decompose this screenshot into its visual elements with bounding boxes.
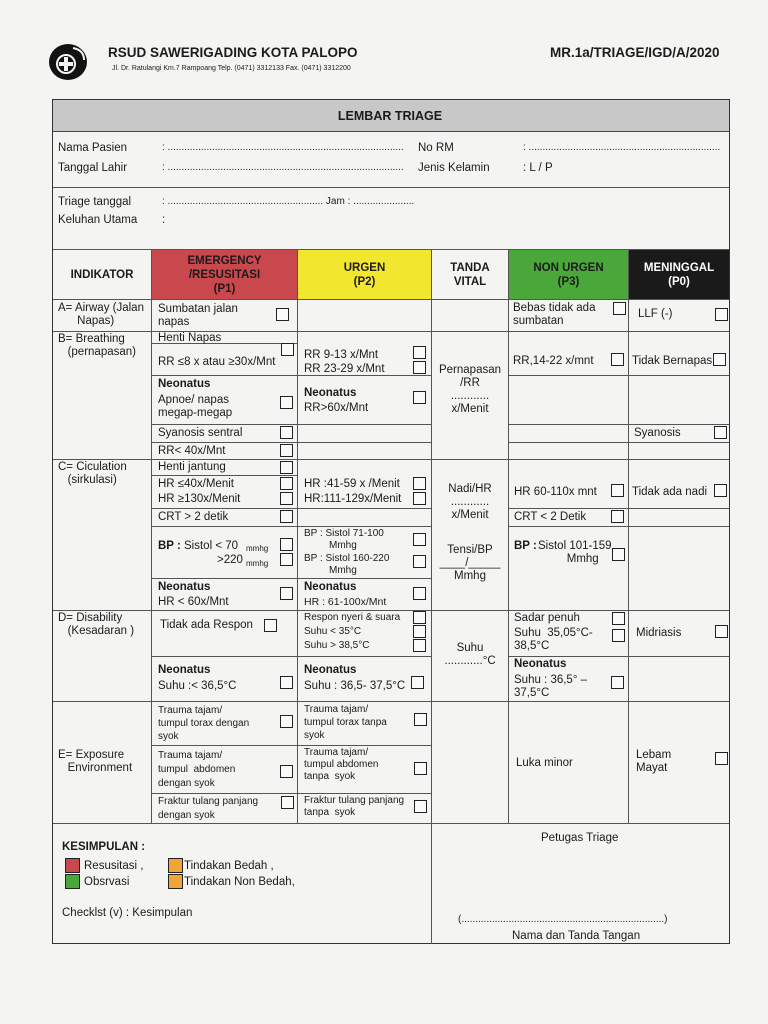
header-indikator: INDIKATOR bbox=[70, 268, 134, 281]
checkbox[interactable] bbox=[281, 343, 294, 356]
row-line bbox=[152, 508, 431, 509]
checkbox[interactable] bbox=[280, 444, 293, 457]
col-line bbox=[508, 250, 509, 823]
cell-text: HR :41-59 x /Menit bbox=[304, 478, 400, 490]
cell-text: RR,14-22 x/mnt bbox=[513, 355, 594, 367]
tgl-label: Tanggal Lahir bbox=[58, 162, 128, 174]
header-tanda-vital: TANDA VITAL bbox=[450, 261, 490, 288]
petugas-blank[interactable]: (.........................................................................) bbox=[458, 914, 668, 925]
row-line bbox=[509, 508, 729, 509]
cell-text: Suhu > 38,5°C bbox=[304, 640, 370, 651]
row-line bbox=[509, 656, 729, 657]
cell-text: Trauma tajam/ tumpul abdomen tanpa syok bbox=[304, 747, 379, 782]
cell-text: Trauma tajam/ tumpul torax tanpa syok bbox=[304, 704, 387, 741]
checkbox[interactable] bbox=[715, 308, 728, 321]
cell-text: Sistol < 70 bbox=[184, 540, 239, 552]
row-line bbox=[53, 459, 729, 460]
checkbox[interactable] bbox=[414, 713, 427, 726]
kesimpulan-resusitasi: Resusitasi , bbox=[84, 860, 144, 872]
cell-text: Suhu :< 36,5°C bbox=[158, 680, 237, 692]
orange-swatch bbox=[168, 874, 183, 889]
cell-text: Fraktur tulang panjang tanpa syok bbox=[304, 795, 405, 818]
checkbox[interactable] bbox=[611, 676, 624, 689]
checkbox[interactable] bbox=[280, 765, 293, 778]
cell-text: >220 bbox=[217, 554, 243, 566]
cell-text: Syanosis sentral bbox=[158, 427, 243, 439]
cell-text: Sumbatan jalan napas bbox=[158, 303, 238, 328]
cell-text: BP : bbox=[158, 540, 181, 552]
checkbox[interactable] bbox=[414, 762, 427, 775]
cell-text: Neonatus bbox=[304, 664, 357, 676]
cell-text: Suhu < 35°C bbox=[304, 626, 362, 637]
row-line bbox=[53, 610, 729, 611]
hospital-address: Jl. Dr. Ratulangi Km.7 Rampoang Telp. (0471) 3312133 Fax. (0471) 3312200 bbox=[112, 65, 351, 72]
checkbox[interactable] bbox=[280, 715, 293, 728]
row-line bbox=[509, 526, 729, 527]
checkbox[interactable] bbox=[411, 676, 424, 689]
header-p1: EMERGENCY /RESUSITASI (P1) bbox=[152, 250, 297, 299]
row-line bbox=[152, 442, 431, 443]
hospital-name: RSUD SAWERIGADING KOTA PALOPO bbox=[108, 45, 358, 60]
jk-label: Jenis Kelamin bbox=[418, 162, 490, 174]
checkbox[interactable] bbox=[413, 477, 426, 490]
cell-text: Neonatus bbox=[158, 581, 211, 593]
checkbox[interactable] bbox=[714, 484, 727, 497]
row-line bbox=[152, 745, 431, 746]
checkbox[interactable] bbox=[413, 361, 426, 374]
cell-text: Neonatus bbox=[304, 581, 357, 593]
orange-swatch bbox=[168, 858, 183, 873]
cell-text: HR:111-129x/Menit bbox=[304, 493, 402, 505]
cell-text: Syanosis bbox=[634, 427, 681, 439]
cell-text: Tidak ada nadi bbox=[632, 486, 708, 498]
cell-text: BP : Sistol 160-220 Mmhg bbox=[304, 553, 390, 576]
cell-text: Tidak ada Respon bbox=[160, 619, 253, 631]
checkbox[interactable] bbox=[414, 800, 427, 813]
cell-text: Bebas tidak ada sumbatan bbox=[513, 302, 596, 327]
triage-label: Triage tanggal bbox=[58, 196, 132, 208]
red-swatch bbox=[65, 858, 80, 873]
hospital-logo bbox=[48, 42, 98, 82]
row-line bbox=[152, 578, 431, 579]
checkbox[interactable] bbox=[280, 461, 293, 474]
checkbox[interactable] bbox=[413, 611, 426, 624]
cell-text: Suhu : 36,5° – 37,5°C bbox=[514, 674, 588, 699]
cell-text: Neonatus bbox=[158, 664, 211, 676]
cell-text: Respon nyeri & suara bbox=[304, 612, 401, 623]
checkbox[interactable] bbox=[280, 553, 293, 566]
checkbox[interactable] bbox=[280, 587, 293, 600]
checkbox[interactable] bbox=[714, 426, 727, 439]
tgl-value[interactable]: : ..................................................................................... bbox=[162, 162, 404, 173]
kesimpulan-title: KESIMPULAN : bbox=[62, 841, 146, 853]
checkbox[interactable] bbox=[612, 629, 625, 642]
header-p2: URGEN (P2) bbox=[298, 250, 431, 299]
indicator-exposure: E= Exposure Environment bbox=[58, 749, 133, 774]
cell-text: mmhg bbox=[246, 544, 269, 553]
row-line bbox=[152, 656, 431, 657]
cell-text: Luka minor bbox=[516, 757, 573, 769]
checkbox[interactable] bbox=[280, 538, 293, 551]
checkbox[interactable] bbox=[713, 353, 726, 366]
row-line bbox=[152, 793, 431, 794]
checkbox[interactable] bbox=[280, 477, 293, 490]
checkbox[interactable] bbox=[280, 510, 293, 523]
tv-bp: Tensi/BP ____/_____ Mmhg bbox=[439, 544, 501, 582]
row-line bbox=[509, 442, 729, 443]
cell-text: Lebam Mayat bbox=[636, 749, 672, 774]
keluhan-value[interactable]: : bbox=[162, 214, 166, 226]
tv-rr: Pernapasan /RR ............ x/Menit bbox=[438, 364, 502, 415]
cell-text: Fraktur tulang panjang dengan syok bbox=[158, 796, 259, 821]
checkbox[interactable] bbox=[280, 676, 293, 689]
checkbox[interactable] bbox=[413, 625, 426, 638]
tv-nadi: Nadi/HR ............ x/Menit bbox=[448, 483, 492, 521]
norm-label: No RM bbox=[418, 142, 454, 154]
cell-text: Apnoe/ napas megap-megap bbox=[158, 394, 233, 419]
col-line bbox=[431, 250, 432, 944]
header-p0: MENINGGAL (P0) bbox=[629, 250, 729, 299]
checkbox[interactable] bbox=[276, 308, 289, 321]
cell-text: Henti Napas bbox=[158, 332, 222, 344]
col-line bbox=[151, 250, 152, 823]
indicator-breathing: B= Breathing (pernapasan) bbox=[58, 333, 136, 358]
cell-text: Trauma tajam/ tumpul abdomen dengan syok bbox=[158, 750, 236, 789]
cell-text: BP : bbox=[514, 540, 537, 552]
checkbox[interactable] bbox=[413, 346, 426, 359]
cell-text: Midriasis bbox=[636, 627, 682, 639]
checkbox[interactable] bbox=[413, 555, 426, 568]
cell-text: HR ≤40x/Menit bbox=[158, 478, 234, 490]
cell-text: RR>60x/Mnt bbox=[304, 402, 369, 414]
cell-text: Suhu 35,05°C- 38,5°C bbox=[514, 627, 593, 652]
row-line bbox=[152, 526, 431, 527]
kesimpulan-bedah: Tindakan Bedah , bbox=[184, 860, 274, 872]
checkbox[interactable] bbox=[413, 587, 426, 600]
jk-value[interactable]: : L / P bbox=[523, 162, 553, 174]
cell-text: HR : 61-100x/Mnt bbox=[304, 596, 387, 608]
cell-text: BP : Sistol 71-100 Mmhg bbox=[304, 528, 384, 551]
nama-value[interactable]: : ..................................................................................... bbox=[162, 142, 404, 153]
cell-text: Neonatus bbox=[514, 658, 567, 670]
nama-label: Nama Pasien bbox=[58, 142, 128, 154]
row-line bbox=[152, 475, 297, 476]
form-code: MR.1a/TRIAGE/IGD/A/2020 bbox=[550, 45, 720, 60]
checkbox[interactable] bbox=[413, 391, 426, 404]
row-line bbox=[53, 823, 729, 824]
cell-text: CRT < 2 Detik bbox=[514, 511, 587, 523]
norm-value[interactable]: : ..................................................................... bbox=[523, 142, 721, 153]
cell-text: HR ≥130x/Menit bbox=[158, 493, 241, 505]
checkbox[interactable] bbox=[281, 796, 294, 809]
kesimpulan-observasi: Obsrvasi bbox=[84, 876, 130, 888]
checkbox[interactable] bbox=[280, 492, 293, 505]
row-line bbox=[152, 375, 431, 376]
checkbox[interactable] bbox=[613, 302, 626, 315]
green-swatch bbox=[65, 874, 80, 889]
kesimpulan-non-bedah: Tindakan Non Bedah, bbox=[184, 876, 295, 888]
keluhan-label: Keluhan Utama bbox=[58, 214, 138, 226]
cell-text: Sistol 101-159 Mmhg bbox=[538, 540, 612, 565]
indicator-circulation: C= Ciculation (sirkulasi) bbox=[58, 461, 127, 486]
indicator-disability: D= Disability (Kesadaran ) bbox=[58, 612, 135, 637]
checkbox[interactable] bbox=[413, 639, 426, 652]
checkbox[interactable] bbox=[413, 492, 426, 505]
cell-text: LLF (-) bbox=[638, 308, 673, 320]
row-line bbox=[152, 424, 431, 425]
checkbox[interactable] bbox=[280, 396, 293, 409]
cell-text: HR < 60x/Mnt bbox=[158, 596, 229, 608]
cell-text: Tidak Bernapas bbox=[632, 355, 713, 367]
cell-text: Suhu : 36,5- 37,5°C bbox=[304, 680, 406, 692]
cell-text: RR 23-29 x/Mnt bbox=[304, 363, 385, 375]
checkbox[interactable] bbox=[715, 625, 728, 638]
checkbox[interactable] bbox=[715, 752, 728, 765]
row-line bbox=[53, 331, 729, 332]
page-title: LEMBAR TRIAGE bbox=[337, 109, 443, 123]
indicator-airway: A= Airway (Jalan Napas) bbox=[58, 302, 144, 327]
cell-text: RR 9-13 x/Mnt bbox=[304, 349, 379, 361]
triage-value[interactable]: : ........................................................ Jam : ...................... bbox=[162, 196, 415, 207]
checklist-label: Checklst (v) : Kesimpulan bbox=[62, 907, 193, 919]
checkbox[interactable] bbox=[612, 612, 625, 625]
cell-text: Trauma tajam/ tumpul torax dengan syok bbox=[158, 705, 250, 742]
checkbox[interactable] bbox=[280, 426, 293, 439]
row-line bbox=[53, 701, 729, 702]
cell-text: Neonatus bbox=[304, 387, 357, 399]
row-line bbox=[509, 375, 729, 376]
petugas-label: Petugas Triage bbox=[541, 832, 619, 844]
cell-text: Sadar penuh bbox=[514, 612, 580, 624]
cell-text: Neonatus bbox=[158, 378, 211, 390]
checkbox[interactable] bbox=[611, 484, 624, 497]
checkbox[interactable] bbox=[611, 510, 624, 523]
checkbox[interactable] bbox=[612, 548, 625, 561]
checkbox[interactable] bbox=[611, 353, 624, 366]
col-line bbox=[628, 250, 629, 823]
row-line bbox=[509, 424, 729, 425]
petugas-sign: Nama dan Tanda Tangan bbox=[512, 930, 641, 942]
cell-text: RR ≤8 x atau ≥30x/Mnt bbox=[158, 356, 276, 368]
cell-text: RR< 40x/Mnt bbox=[158, 445, 226, 457]
cell-text: CRT > 2 detik bbox=[158, 511, 229, 523]
cell-text: mmhg bbox=[246, 559, 269, 568]
tv-suhu: Suhu ............°C bbox=[444, 642, 496, 667]
divider bbox=[53, 187, 729, 188]
col-line bbox=[297, 250, 298, 823]
checkbox[interactable] bbox=[264, 619, 277, 632]
cell-text: Henti jantung bbox=[158, 461, 226, 473]
cell-text: HR 60-110x mnt bbox=[514, 486, 597, 498]
header-p3: NON URGEN (P3) bbox=[509, 250, 628, 299]
checkbox[interactable] bbox=[413, 533, 426, 546]
